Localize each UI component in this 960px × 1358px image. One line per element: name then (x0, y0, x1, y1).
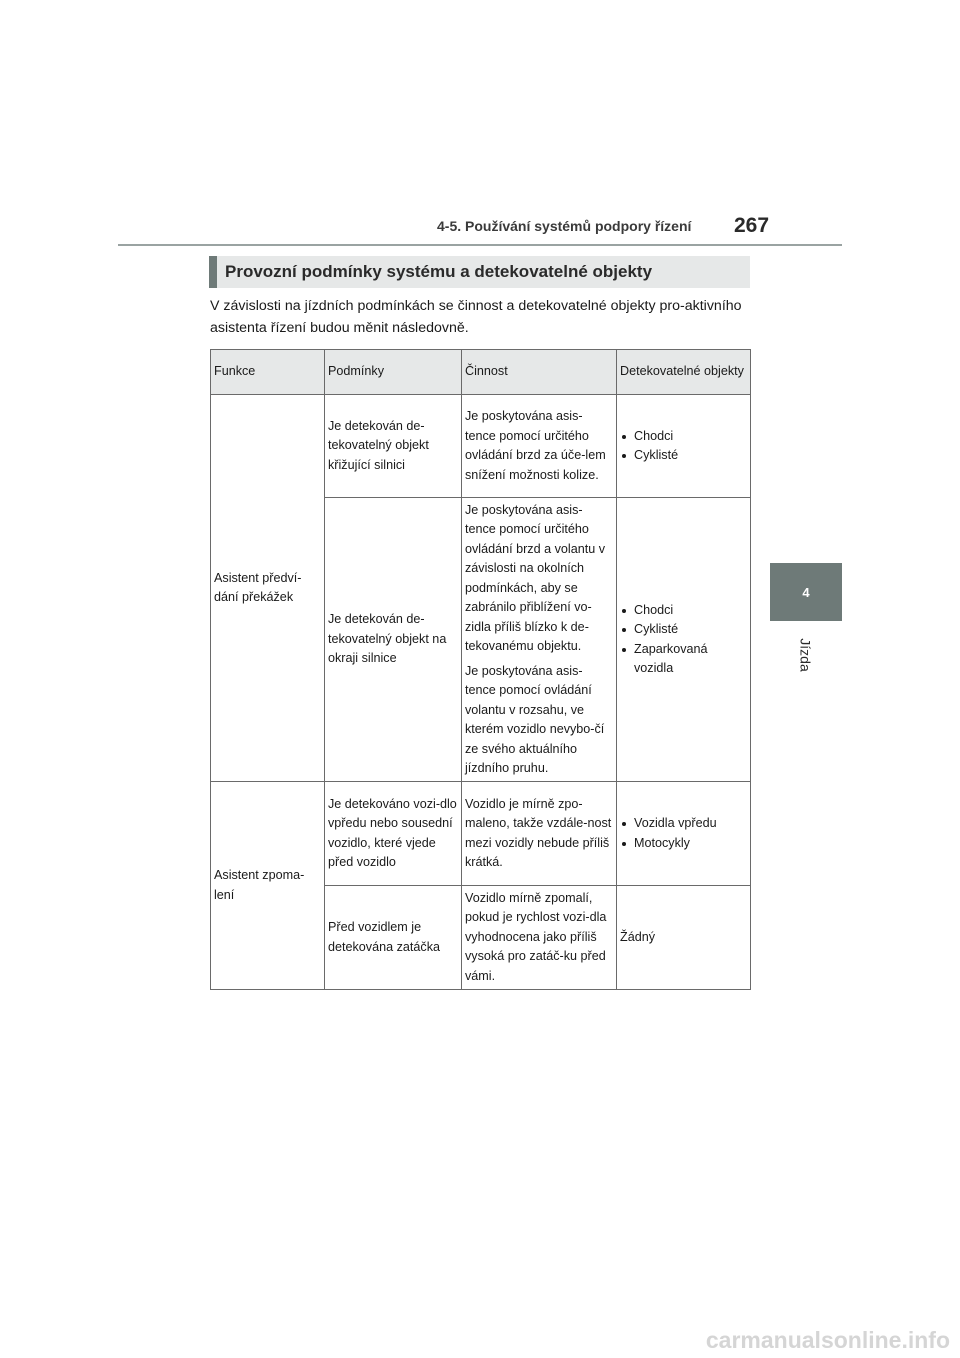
action-text: Je poskytována asis-tence pomocí určitého ovládání brzd a volantu v závislosti na okolních podmínkách, aby se zabránilo přiblížení vo-zidla příliš blízko k de-tekovanému objektu. (465, 502, 606, 653)
action-cell (462, 498, 617, 782)
chapter-label-text: Jízda (798, 638, 814, 672)
objects-list (620, 814, 747, 853)
list-item: Zaparkovaná vozidla (620, 640, 747, 679)
action-text: Je poskytována asis-tence pomocí ovládání volantu v rozsahu, ve kterém vozidlo nevybo-čí ze svého aktuálního jízdního pruhu. (465, 663, 605, 775)
list-item: Motocykly (620, 834, 747, 854)
column-header-function: Funkce (211, 350, 325, 395)
objects-cell: Žádný (617, 886, 751, 990)
objects-cell (617, 498, 751, 782)
action-text: Vozidlo je mírně zpo-maleno, takže vzdále-nost mezi vozidly nebude příliš krátká. (465, 796, 612, 869)
intro-paragraph: V závislosti na jízdních podmínkách se činnost a detekovatelné objekty pro-aktivního asistenta řízení budou měnit následovně. (210, 298, 742, 336)
list-item: Cyklisté (620, 620, 747, 640)
conditions-table (210, 349, 751, 990)
column-header-conditions: Podmínky (325, 350, 462, 395)
condition-cell: Je detekován de-tekovatelný objekt křižující silnici (325, 395, 462, 498)
chapter-label (784, 630, 828, 680)
page-number: 267 (734, 214, 770, 237)
objects-cell (617, 395, 751, 498)
section-heading-text: Provozní podmínky systému a detekovatelné objekty (225, 262, 653, 281)
function-cell: Asistent předví-dání překážek (211, 395, 325, 782)
column-header-action: Činnost (462, 350, 617, 395)
action-text: Je poskytována asis-tence pomocí určitého ovládání brzd za úče-lem snížení možnosti kolize. (465, 409, 606, 482)
condition-cell: Je detekováno vozi-dlo vpředu nebo sousední vozidlo, které vjede před vozidlo (325, 782, 462, 886)
action-cell (462, 395, 617, 498)
action-cell (462, 782, 617, 886)
condition-cell: Je detekován de-tekovatelný objekt na okraji silnice (325, 498, 462, 782)
list-item: Cyklisté (620, 446, 747, 466)
chapter-tab (770, 563, 842, 621)
column-header-objects: Detekovatelné objekty (617, 350, 751, 395)
section-heading (209, 256, 750, 288)
footer-watermark: carmanualsonline.info (705, 1327, 950, 1353)
table-row (211, 395, 751, 498)
condition-cell: Před vozidlem je detekována zatáčka (325, 886, 462, 990)
header-divider (118, 244, 842, 246)
objects-list (620, 427, 747, 466)
chapter-number: 4 (802, 584, 810, 600)
table-header-row (211, 350, 751, 395)
action-text: Vozidlo mírně zpomalí, pokud je rychlost vozi-dla vyhodnocena jako příliš vysoká pro zatáč-ku před vámi. (465, 890, 607, 983)
running-header-title: 4-5. Používání systémů podpory řízení (437, 218, 692, 234)
objects-cell (617, 782, 751, 886)
table-row (211, 782, 751, 886)
list-item: Chodci (620, 427, 747, 447)
objects-list (620, 601, 747, 679)
list-item: Vozidla vpředu (620, 814, 747, 834)
function-cell: Asistent zpoma-lení (211, 782, 325, 990)
list-item: Chodci (620, 601, 747, 621)
action-cell (462, 886, 617, 990)
